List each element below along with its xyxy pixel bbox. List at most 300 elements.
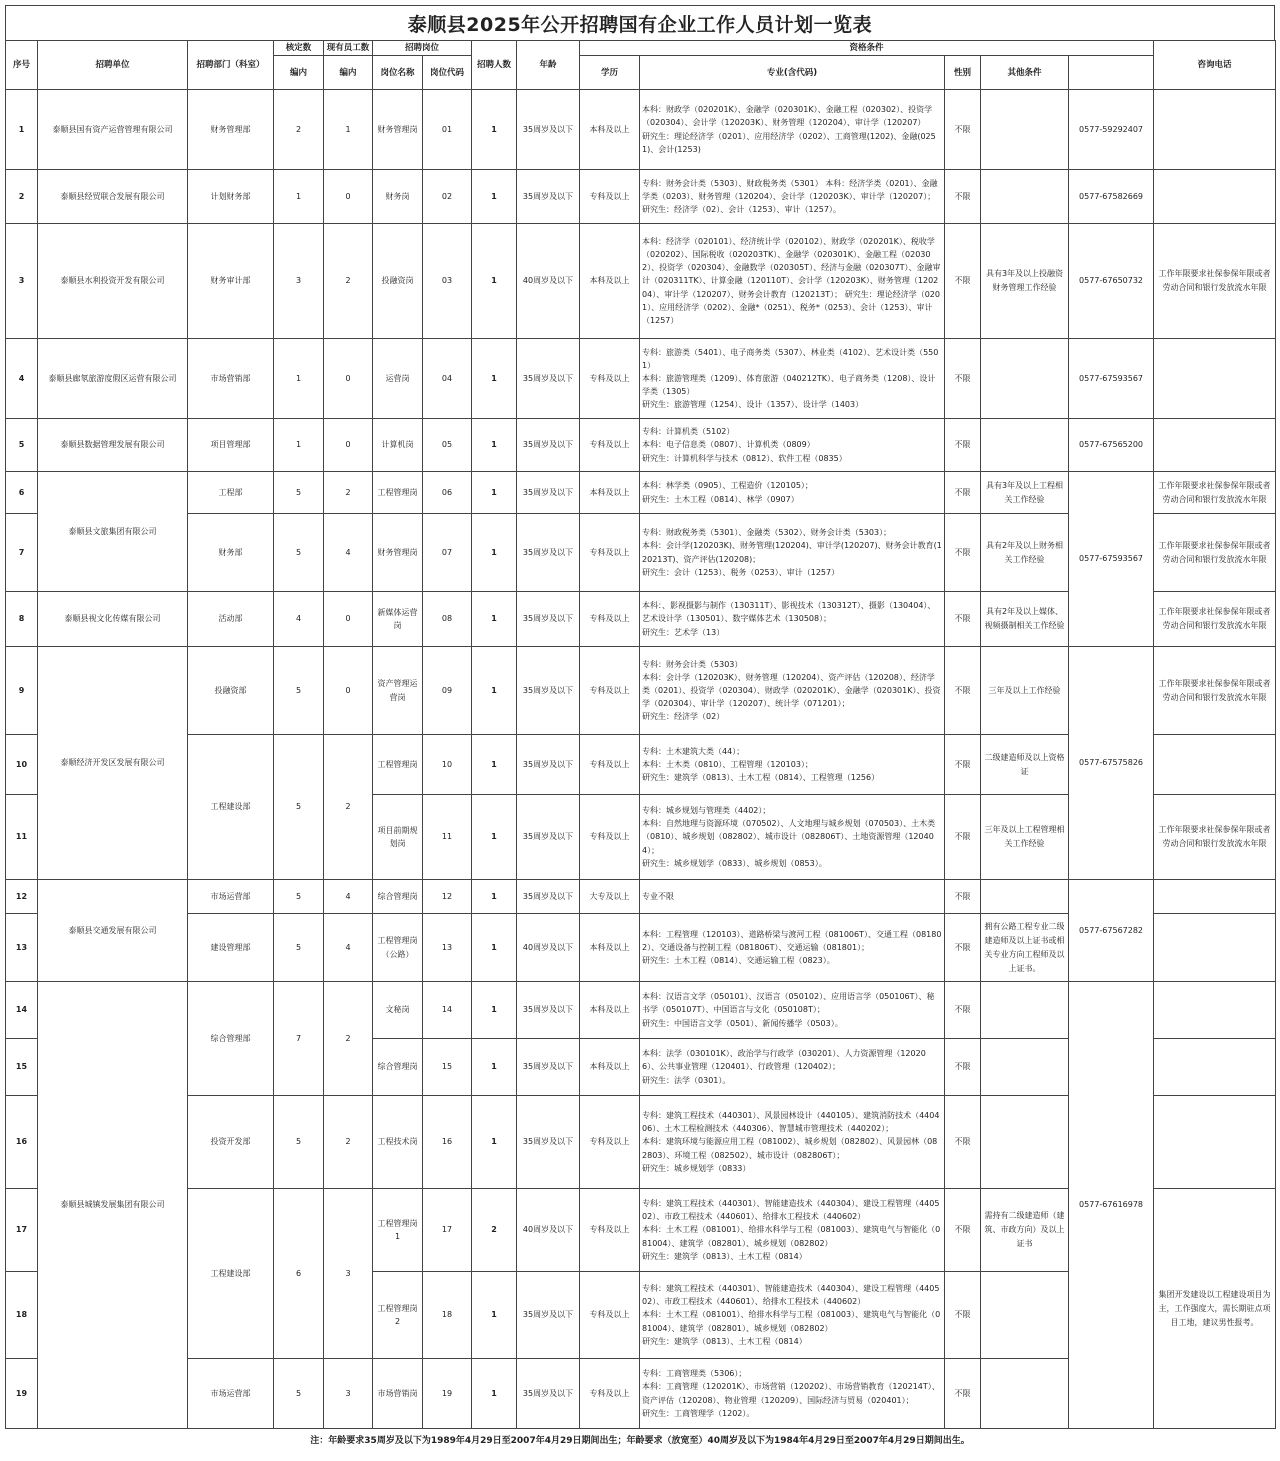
cell-other: 需持有二级建造师（建筑、市政方向）及以上证书 [981, 1189, 1069, 1272]
header-unit: 招聘单位 [38, 41, 188, 90]
cell-unit: 泰顺县经贸联合发展有限公司 [38, 170, 188, 224]
cell-dept: 建设管理部 [188, 914, 274, 982]
major-line: 专科：计算机类（5102） [642, 427, 735, 437]
cell-age: 35周岁及以下 [517, 514, 580, 592]
cell-major [640, 647, 945, 735]
cell-seq: 16 [6, 1096, 38, 1189]
table-row [6, 224, 1276, 339]
footnote: 注：年龄要求35周岁及以下为1989年4月29日至2007年4月29日期间出生；年龄要求（放宽至）40周岁及以下为1984年4月29日至2007年4月29日期间出生。 [310, 1436, 970, 1447]
table-row [6, 170, 1276, 224]
header-quota: 核定数 [274, 41, 324, 56]
cell-edu: 专科及以上 [580, 419, 640, 472]
cell-remark: 工作年限要求社保参保年限或者劳动合同和银行发放流水年限 [1154, 592, 1276, 647]
cell-major [640, 795, 945, 880]
cell-major [640, 339, 945, 419]
cell-gender: 不限 [945, 1189, 981, 1272]
header-existing: 现有员工数 [324, 41, 373, 56]
cell-unit: 泰顺县数据管理发展有限公司 [38, 419, 188, 472]
cell-other [981, 1359, 1069, 1429]
major-line: 本科：经济学（020101）、经济统计学（020102）、财政学（020201K）、税收学（020202）、国际税收（020203TK）、金融学（020301K）、金融工程（020302）、投资学（020304）、金融数学（020305T）、经济与金融（020307T）、金融审计（020311TK）、计算金融（120110T）、会计学（120203K）、财务管理（120204）、审计学（120207）、财务会计教育（120213T）； 研究生：理论经济学（0201）、应用经济学（0202）、金融*（0251）、税务*（0253）、会计（1253）、审计（1257） [642, 236, 941, 325]
cell-code: 04 [423, 339, 472, 419]
major-line: 研究生：建筑学（0813）、土木工程（0814） [642, 1251, 807, 1261]
cell-edu: 专科及以上 [580, 795, 640, 880]
major-line: 研究生：计算机科学与技术（0812）、软件工程（0835） [642, 453, 847, 463]
cell-age: 40周岁及以下 [517, 914, 580, 982]
cell-gender: 不限 [945, 1039, 981, 1096]
cell-edu: 专科及以上 [580, 592, 640, 647]
cell-edu: 专科及以上 [580, 339, 640, 419]
cell-code: 15 [423, 1039, 472, 1096]
cell-edu: 本科及以上 [580, 90, 640, 170]
major-line: 本科：旅游管理类（1209）、体育旅游（040212TK）、电子商务类（1208）、设计学类（1305） [642, 373, 936, 397]
table-row [6, 982, 1276, 1039]
cell-major [640, 1359, 945, 1429]
cell-seq: 17 [6, 1189, 38, 1272]
cell-seq: 6 [6, 472, 38, 514]
header-post-name: 岗位名称 [373, 56, 423, 90]
cell-gender: 不限 [945, 224, 981, 339]
cell-edu: 专科及以上 [580, 1096, 640, 1189]
cell-age: 40周岁及以下 [517, 224, 580, 339]
cell-quota: 1 [274, 339, 324, 419]
cell-major [640, 472, 945, 514]
cell-code: 10 [423, 735, 472, 795]
major-line: 专科：旅游类（5401）、电子商务类（5307）、林业类（4102）、艺术设计类（5501） [642, 347, 939, 370]
cell-edu: 专科及以上 [580, 514, 640, 592]
major-line: 专科：工商管理类（5306）； [642, 1369, 747, 1379]
cell-code: 12 [423, 880, 472, 914]
major-line: 本科：林学类（0905）、工程造价（120105）； [642, 481, 813, 491]
cell-count: 1 [472, 339, 517, 419]
cell-other: 具有2年及以上媒体、视频摄制相关工作经验 [981, 592, 1069, 647]
cell-age: 35周岁及以下 [517, 592, 580, 647]
cell-dept: 市场营销部 [188, 339, 274, 419]
header-age: 年龄 [517, 41, 580, 90]
cell-remark [1154, 90, 1276, 170]
cell-seq: 1 [6, 90, 38, 170]
cell-gender: 不限 [945, 880, 981, 914]
cell-other: 具有3年及以上工程相关工作经验 [981, 472, 1069, 514]
cell-existing: 4 [324, 914, 373, 982]
cell-quota: 1 [274, 170, 324, 224]
cell-post: 财务管理岗 [373, 514, 423, 592]
cell-quota: 5 [274, 880, 324, 914]
cell-remark: 工作年限要求社保参保年限或者劳动合同和银行发放流水年限 [1154, 795, 1276, 880]
cell-major [640, 224, 945, 339]
cell-count: 1 [472, 514, 517, 592]
cell-post: 市场营销岗 [373, 1359, 423, 1429]
cell-quota: 5 [274, 1359, 324, 1429]
cell-post: 投融资岗 [373, 224, 423, 339]
cell-gender: 不限 [945, 90, 981, 170]
header-seq: 序号 [6, 41, 38, 90]
cell-age: 35周岁及以下 [517, 419, 580, 472]
cell-unit: 泰顺县交通发展有限公司 [38, 880, 188, 982]
cell-post: 新媒体运营岗 [373, 592, 423, 647]
cell-major [640, 170, 945, 224]
cell-seq: 13 [6, 914, 38, 982]
header-gender: 性别 [945, 56, 981, 90]
cell-remark [1154, 419, 1276, 472]
cell-quota: 4 [274, 592, 324, 647]
major-line: 本科：自然地理与资源环境（070502）、人文地理与城乡规划（070503）、土木类（0810）、城乡规划（082802）、城市设计（082806T）、土地资源管理（120404）； [642, 819, 936, 855]
major-line: 研究生：建筑学（0813）、土木工程（0814） [642, 1336, 807, 1346]
cell-count: 1 [472, 90, 517, 170]
cell-major [640, 880, 945, 914]
major-line: 专科：建筑工程技术（440301）、智能建造技术（440304）、建设工程管理（440502）、市政工程技术（440601）、给排水工程技术（440602） [642, 1284, 940, 1307]
cell-edu: 本科及以上 [580, 982, 640, 1039]
cell-major [640, 1189, 945, 1272]
major-line: 研究生：城乡规划学（0833） [642, 1163, 751, 1173]
cell-age: 35周岁及以下 [517, 1359, 580, 1429]
cell-count: 1 [472, 419, 517, 472]
cell-count: 1 [472, 1039, 517, 1096]
cell-remark [1154, 880, 1276, 914]
recruitment-table [5, 40, 1276, 1429]
cell-dept: 财务管理部 [188, 90, 274, 170]
cell-code: 19 [423, 1359, 472, 1429]
cell-gender: 不限 [945, 1359, 981, 1429]
cell-gender: 不限 [945, 592, 981, 647]
cell-code: 17 [423, 1189, 472, 1272]
cell-unit: 泰顺县水利投资开发有限公司 [38, 224, 188, 339]
cell-phone: 0577-67567282 [1069, 880, 1154, 982]
cell-seq: 14 [6, 982, 38, 1039]
cell-quota: 1 [274, 419, 324, 472]
cell-age: 35周岁及以下 [517, 90, 580, 170]
cell-quota: 2 [274, 90, 324, 170]
cell-code: 02 [423, 170, 472, 224]
table-row [6, 90, 1276, 170]
cell-edu: 专科及以上 [580, 170, 640, 224]
header-post-group: 招聘岗位 [373, 41, 472, 56]
cell-unit: 泰顺县视文化传媒有限公司 [38, 592, 188, 647]
header-edu: 学历 [580, 56, 640, 90]
cell-age: 35周岁及以下 [517, 735, 580, 795]
cell-phone: 0577-67593567 [1069, 472, 1154, 647]
cell-gender: 不限 [945, 339, 981, 419]
major-line: 专科：土木建筑大类（44）； [642, 746, 745, 756]
header-dept: 招聘部门（科室） [188, 41, 274, 90]
cell-post: 文秘岗 [373, 982, 423, 1039]
cell-unit: 泰顺县文旅集团有限公司 [38, 472, 188, 592]
title-row [5, 5, 1275, 40]
major-line: 研究生：工商管理学（1202）。 [642, 1408, 755, 1418]
cell-count: 1 [472, 592, 517, 647]
cell-seq: 7 [6, 514, 38, 592]
cell-seq: 3 [6, 224, 38, 339]
cell-post: 工程管理岗（公路） [373, 914, 423, 982]
cell-remark: 工作年限要求社保参保年限或者劳动合同和银行发放流水年限 [1154, 472, 1276, 514]
cell-major [640, 90, 945, 170]
major-line: 本科：建筑环境与能源应用工程（081002）、城乡规划（082802）、风景园林（082803）、环境工程（082502）、城市设计（082806T）； [642, 1137, 938, 1160]
cell-age: 35周岁及以下 [517, 880, 580, 914]
cell-dept: 投融资部 [188, 647, 274, 735]
cell-other [981, 880, 1069, 914]
cell-existing: 0 [324, 647, 373, 735]
major-line: 本科：电子信息类（0807）、计算机类（0809） [642, 440, 815, 450]
cell-dept: 综合管理部 [188, 982, 274, 1096]
cell-existing: 4 [324, 514, 373, 592]
cell-quota: 5 [274, 735, 324, 880]
cell-edu: 大专及以上 [580, 880, 640, 914]
cell-other: 具有2年及以上财务相关工作经验 [981, 514, 1069, 592]
header-bianzhi: 编内 [274, 56, 324, 90]
cell-major [640, 735, 945, 795]
cell-code: 16 [423, 1096, 472, 1189]
cell-remark [1154, 1096, 1276, 1189]
cell-code: 13 [423, 914, 472, 982]
cell-major [640, 592, 945, 647]
cell-dept: 财务审计部 [188, 224, 274, 339]
cell-phone: 0577-67593567 [1069, 339, 1154, 419]
cell-quota: 6 [274, 1189, 324, 1359]
major-line: 研究生：建筑学（0813）、土木工程（0814）、工程管理（1256） [642, 773, 880, 783]
cell-seq: 5 [6, 419, 38, 472]
major-line: 研究生：会计（1253）、税务（0253）、审计（1257） [642, 567, 840, 577]
cell-edu: 专科及以上 [580, 647, 640, 735]
cell-code: 18 [423, 1272, 472, 1359]
cell-seq: 2 [6, 170, 38, 224]
cell-existing: 4 [324, 880, 373, 914]
cell-seq: 8 [6, 592, 38, 647]
cell-age: 35周岁及以下 [517, 339, 580, 419]
cell-count: 1 [472, 795, 517, 880]
cell-other: 三年及以上工作经验 [981, 647, 1069, 735]
major-line: 本科：法学（030101K）、政治学与行政学（030201）、人力资源管理（120206）、公共事业管理（120401）、行政管理（120402）； [642, 1049, 926, 1072]
cell-major [640, 914, 945, 982]
cell-phone: 0577-67565200 [1069, 419, 1154, 472]
cell-remark [1154, 914, 1276, 982]
cell-other [981, 419, 1069, 472]
cell-quota: 7 [274, 982, 324, 1096]
cell-gender: 不限 [945, 647, 981, 735]
major-line: 研究生：经济学（02） [642, 712, 725, 722]
header-phone: 咨询电话 [1154, 41, 1276, 90]
cell-quota: 5 [274, 914, 324, 982]
cell-gender: 不限 [945, 982, 981, 1039]
cell-dept: 财务部 [188, 514, 274, 592]
cell-phone: 0577-59292407 [1069, 90, 1154, 170]
cell-code: 14 [423, 982, 472, 1039]
cell-other [981, 1039, 1069, 1096]
major-line: 专业不限 [642, 891, 675, 901]
cell-post: 项目前期规划岗 [373, 795, 423, 880]
cell-existing: 2 [324, 1096, 373, 1189]
header-post-code: 岗位代码 [423, 56, 472, 90]
cell-dept: 工程建设部 [188, 735, 274, 880]
table-row [6, 880, 1276, 914]
cell-other [981, 339, 1069, 419]
cell-edu: 专科及以上 [580, 1189, 640, 1272]
cell-dept: 工程建设部 [188, 1189, 274, 1359]
cell-other: 拥有公路工程专业二级建造师及以上证书或相关专业方向工程师及以上证书。 [981, 914, 1069, 982]
cell-gender: 不限 [945, 170, 981, 224]
cell-code: 06 [423, 472, 472, 514]
major-line: 研究生：中国语言文学（0501）、新闻传播学（0503）。 [642, 1018, 843, 1028]
page-title: 泰顺县2025年公开招聘国有企业工作人员计划一览表 [407, 13, 873, 36]
table-body [6, 90, 1276, 1429]
major-line: 专科：财务会计类（5303）、财政税务类（5301） 本科：经济学类（0201）、金融学类（0203）、财务管理（120204）、会计学（120203K）、审计学（120207）； 研究生：经济学（02）、会计（1253）、审计（1257）。 [642, 178, 938, 215]
cell-quota: 5 [274, 647, 324, 735]
cell-phone: 0577-67616978 [1069, 982, 1154, 1429]
cell-post: 资产管理运营岗 [373, 647, 423, 735]
cell-remark: 工作年限要求社保参保年限或者劳动合同和银行发放流水年限 [1154, 647, 1276, 735]
cell-major [640, 514, 945, 592]
major-line: 本科：会计学（120203K）、财务管理（120204）、资产评估（120208）、经济学类（0201）、投资学（020304）、财政学（020201K）、金融学（020301K）、投资学（020304）、审计学（120207）、统计学（071201）； [642, 672, 941, 709]
cell-gender: 不限 [945, 735, 981, 795]
cell-gender: 不限 [945, 795, 981, 880]
major-line: 研究生：土木工程（0814）、林学（0907） [642, 494, 799, 504]
cell-dept: 市场运营部 [188, 880, 274, 914]
cell-post: 综合管理岗 [373, 1039, 423, 1096]
cell-edu: 专科及以上 [580, 735, 640, 795]
cell-edu: 本科及以上 [580, 472, 640, 514]
cell-count: 1 [472, 1096, 517, 1189]
cell-gender: 不限 [945, 472, 981, 514]
cell-count: 1 [472, 735, 517, 795]
cell-age: 35周岁及以下 [517, 982, 580, 1039]
cell-post: 运营岗 [373, 339, 423, 419]
cell-other: 三年及以上工程管理相关工作经验 [981, 795, 1069, 880]
cell-post: 工程管理岗 [373, 735, 423, 795]
cell-dept: 项目管理部 [188, 419, 274, 472]
cell-code: 01 [423, 90, 472, 170]
cell-seq: 9 [6, 647, 38, 735]
major-line: 本科：汉语言文学（050101）、汉语言（050102）、应用语言学（050106T）、秘书学（050107T）、中国语言与文化（050108T）； [642, 992, 935, 1015]
cell-phone: 0577-67582669 [1069, 170, 1154, 224]
major-line: 本科：会计学(120203K)、财务管理(120204)、审计学(120207)、财务会计教育(120213T)、资产评估(120208)； [642, 541, 942, 564]
cell-dept: 市场运营部 [188, 1359, 274, 1429]
cell-gender: 不限 [945, 914, 981, 982]
cell-gender: 不限 [945, 514, 981, 592]
cell-count: 1 [472, 914, 517, 982]
cell-major [640, 1272, 945, 1359]
cell-major [640, 1096, 945, 1189]
cell-remark [1154, 170, 1276, 224]
cell-unit: 泰顺县城镇发展集团有限公司 [38, 982, 188, 1429]
cell-existing: 0 [324, 170, 373, 224]
cell-seq: 15 [6, 1039, 38, 1096]
cell-other [981, 1272, 1069, 1359]
cell-age: 40周岁及以下 [517, 1189, 580, 1272]
major-line: 专科：财务会计类（5303） [642, 659, 743, 669]
cell-remark [1154, 339, 1276, 419]
cell-remark [1154, 735, 1276, 795]
cell-post: 工程技术岗 [373, 1096, 423, 1189]
cell-seq: 10 [6, 735, 38, 795]
cell-post: 工程管理岗2 [373, 1272, 423, 1359]
cell-unit: 泰顺经济开发区发展有限公司 [38, 647, 188, 880]
header-count: 招聘人数 [472, 41, 517, 90]
table-row [6, 647, 1276, 735]
cell-code: 07 [423, 514, 472, 592]
cell-seq: 11 [6, 795, 38, 880]
cell-existing: 2 [324, 224, 373, 339]
cell-count: 1 [472, 1359, 517, 1429]
cell-gender: 不限 [945, 419, 981, 472]
major-line: 本科：财政学（020201K）、金融学（020301K）、金融工程（020302）、投资学（020304）、会计学（120203K）、财务管理（120204）、审计学（120207） [642, 105, 933, 128]
header-other: 其他条件 [981, 56, 1069, 90]
cell-existing: 2 [324, 472, 373, 514]
cell-post: 财务岗 [373, 170, 423, 224]
major-line: 本科：工程管理（120103）、道路桥梁与渡河工程（081006T）、交通工程（081802）、交通设备与控制工程（081806T）、交通运输（081801）； [642, 929, 942, 952]
cell-edu: 本科及以上 [580, 1039, 640, 1096]
cell-dept: 工程部 [188, 472, 274, 514]
cell-age: 35周岁及以下 [517, 472, 580, 514]
major-line: 研究生：理论经济学（0201）、应用经济学（0202）、工商管理(1202)、金融(0251)、会计(1253) [642, 131, 936, 154]
cell-seq: 4 [6, 339, 38, 419]
cell-seq: 19 [6, 1359, 38, 1429]
cell-post: 工程管理岗1 [373, 1189, 423, 1272]
cell-age: 35周岁及以下 [517, 647, 580, 735]
cell-age: 35周岁及以下 [517, 170, 580, 224]
cell-existing: 0 [324, 339, 373, 419]
cell-unit: 泰顺县国有资产运营管理有限公司 [38, 90, 188, 170]
cell-unit: 泰顺县廊氡旅游度假区运营有限公司 [38, 339, 188, 419]
cell-remark [1154, 982, 1276, 1039]
cell-code: 08 [423, 592, 472, 647]
cell-dept: 活动部 [188, 592, 274, 647]
cell-count: 1 [472, 982, 517, 1039]
major-line: 研究生：法学（0301）。 [642, 1075, 731, 1085]
cell-remark [1154, 1039, 1276, 1096]
cell-existing: 3 [324, 1359, 373, 1429]
cell-count: 1 [472, 647, 517, 735]
cell-post: 综合管理岗 [373, 880, 423, 914]
cell-existing: 0 [324, 592, 373, 647]
major-line: 本科：土木工程（081001）、给排水科学与工程（081003）、建筑电气与智能化（081004）、建筑学（082801）、城乡规划（082802） [642, 1310, 941, 1333]
major-line: 研究生：土木工程（0814）、交通运输工程（0823）。 [642, 956, 835, 966]
header-qual: 资格条件 [580, 41, 1154, 56]
header-bianzhi-2: 编内 [324, 56, 373, 90]
cell-seq: 18 [6, 1272, 38, 1359]
cell-seq: 12 [6, 880, 38, 914]
cell-major [640, 982, 945, 1039]
cell-other: 二级建造师及以上资格证 [981, 735, 1069, 795]
cell-phone: 0577-67650732 [1069, 224, 1154, 339]
major-line: 本科：土木类（0810）、工程管理（120103）； [642, 759, 813, 769]
cell-other [981, 90, 1069, 170]
table-row [6, 339, 1276, 419]
major-line: 研究生：城乡规划学（0833）、城乡规划（0853）。 [642, 858, 827, 868]
cell-existing: 1 [324, 90, 373, 170]
page [5, 5, 1275, 1446]
cell-count: 1 [472, 224, 517, 339]
cell-count: 1 [472, 1272, 517, 1359]
cell-existing: 3 [324, 1189, 373, 1359]
cell-existing: 2 [324, 982, 373, 1096]
cell-age: 35周岁及以下 [517, 1039, 580, 1096]
cell-code: 03 [423, 224, 472, 339]
cell-post: 工程管理岗 [373, 472, 423, 514]
cell-other [981, 1096, 1069, 1189]
cell-count: 2 [472, 1189, 517, 1272]
cell-edu: 专科及以上 [580, 1359, 640, 1429]
cell-quota: 5 [274, 514, 324, 592]
cell-code: 05 [423, 419, 472, 472]
cell-post: 财务管理岗 [373, 90, 423, 170]
cell-post: 计算机岗 [373, 419, 423, 472]
cell-dept: 计划财务部 [188, 170, 274, 224]
cell-quota: 5 [274, 472, 324, 514]
table-row [6, 472, 1276, 514]
cell-edu: 本科及以上 [580, 914, 640, 982]
cell-major [640, 419, 945, 472]
cell-existing: 0 [324, 419, 373, 472]
cell-age: 35周岁及以下 [517, 1096, 580, 1189]
cell-gender: 不限 [945, 1272, 981, 1359]
